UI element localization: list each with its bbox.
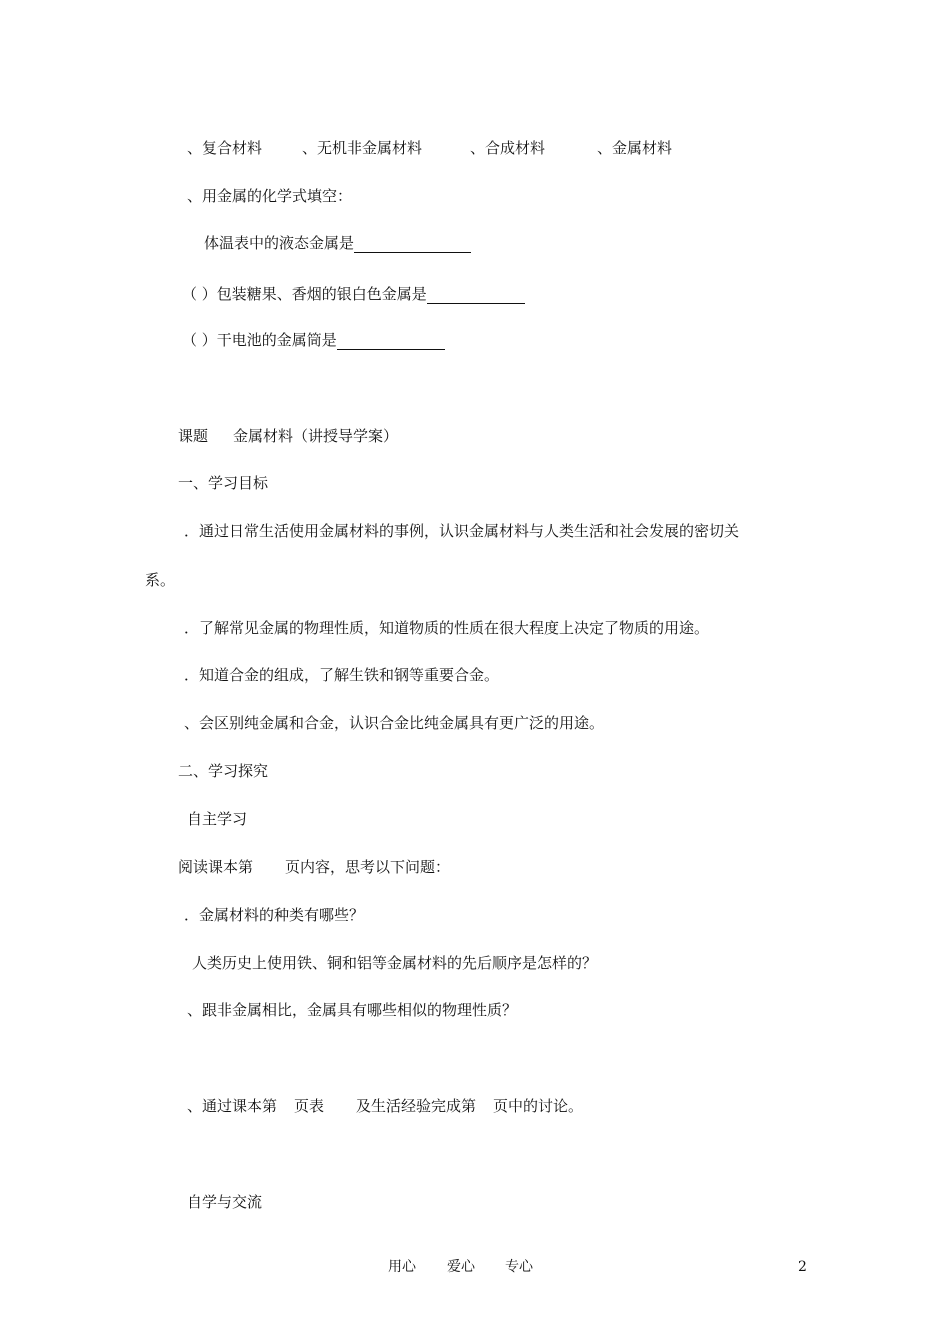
question-4-part-2: 页表 [294, 1097, 325, 1115]
section-heading-explore: 二、学习探究 [178, 762, 269, 780]
reading-instruction-part-2: 页内容，思考以下问题： [285, 858, 451, 876]
goal-4: 、会区别纯金属和合金，认识合金比纯金属具有更广泛的用途。 [184, 714, 605, 732]
fill-question-2-text: （ ）包装糖果、香烟的银白色金属是 [182, 285, 427, 303]
question-4-part-4: 页中的讨论。 [493, 1097, 584, 1115]
answer-blank-3[interactable] [337, 332, 445, 350]
answer-blank-1[interactable] [354, 235, 471, 253]
question-3: 、跟非金属相比，金属具有哪些相似的物理性质？ [187, 1001, 518, 1019]
reading-instruction [178, 857, 450, 877]
reading-instruction-part-1: 阅读课本第 [178, 858, 254, 876]
subheading-exchange: 自学与交流 [187, 1193, 263, 1211]
question-4-part-1: 、通过课本第 [187, 1097, 278, 1115]
fill-question-2 [182, 284, 525, 304]
goal-1-line-2: 系。 [145, 571, 176, 589]
fill-question-1 [204, 233, 471, 253]
option-inorganic-nonmetal-material: 、无机非金属材料 [302, 139, 423, 157]
footer-word-2: 爱心 [447, 1259, 475, 1275]
question-2: 人类历史上使用铁、铜和铝等金属材料的先后顺序是怎样的？ [192, 954, 598, 972]
option-synthetic-material: 、合成材料 [470, 139, 546, 157]
page-number: 2 [798, 1259, 807, 1275]
section-heading-goals: 一、学习目标 [178, 474, 269, 492]
lesson-title-label: 课题 [178, 427, 209, 445]
answer-blank-2[interactable] [427, 286, 525, 304]
option-composite-material: 、复合材料 [187, 139, 263, 157]
question-1: ．金属材料的种类有哪些？ [184, 906, 365, 924]
fill-question-3-text: （ ）干电池的金属筒是 [182, 331, 337, 349]
goal-2: ．了解常见金属的物理性质，知道物质的性质在很大程度上决定了物质的用途。 [184, 619, 710, 637]
question-4-part-3: 及生活经验完成第 [356, 1097, 477, 1115]
option-metal-material: 、金属材料 [597, 139, 673, 157]
lesson-title: 金属材料（讲授导学案） [233, 427, 399, 445]
fill-prompt: 、用金属的化学式填空： [187, 187, 353, 205]
footer-word-1: 用心 [388, 1259, 416, 1275]
goal-3: ．知道合金的组成，了解生铁和钢等重要合金。 [184, 666, 500, 684]
question-4 [187, 1096, 583, 1116]
fill-question-3 [182, 330, 445, 350]
fill-question-1-text: 体温表中的液态金属是 [204, 234, 355, 252]
goal-1-line-1: ．通过日常生活使用金属材料的事例，认识金属材料与人类生活和社会发展的密切关 [184, 522, 740, 540]
subheading-self-study: 自主学习 [187, 810, 248, 828]
footer-word-3: 专心 [505, 1259, 533, 1275]
